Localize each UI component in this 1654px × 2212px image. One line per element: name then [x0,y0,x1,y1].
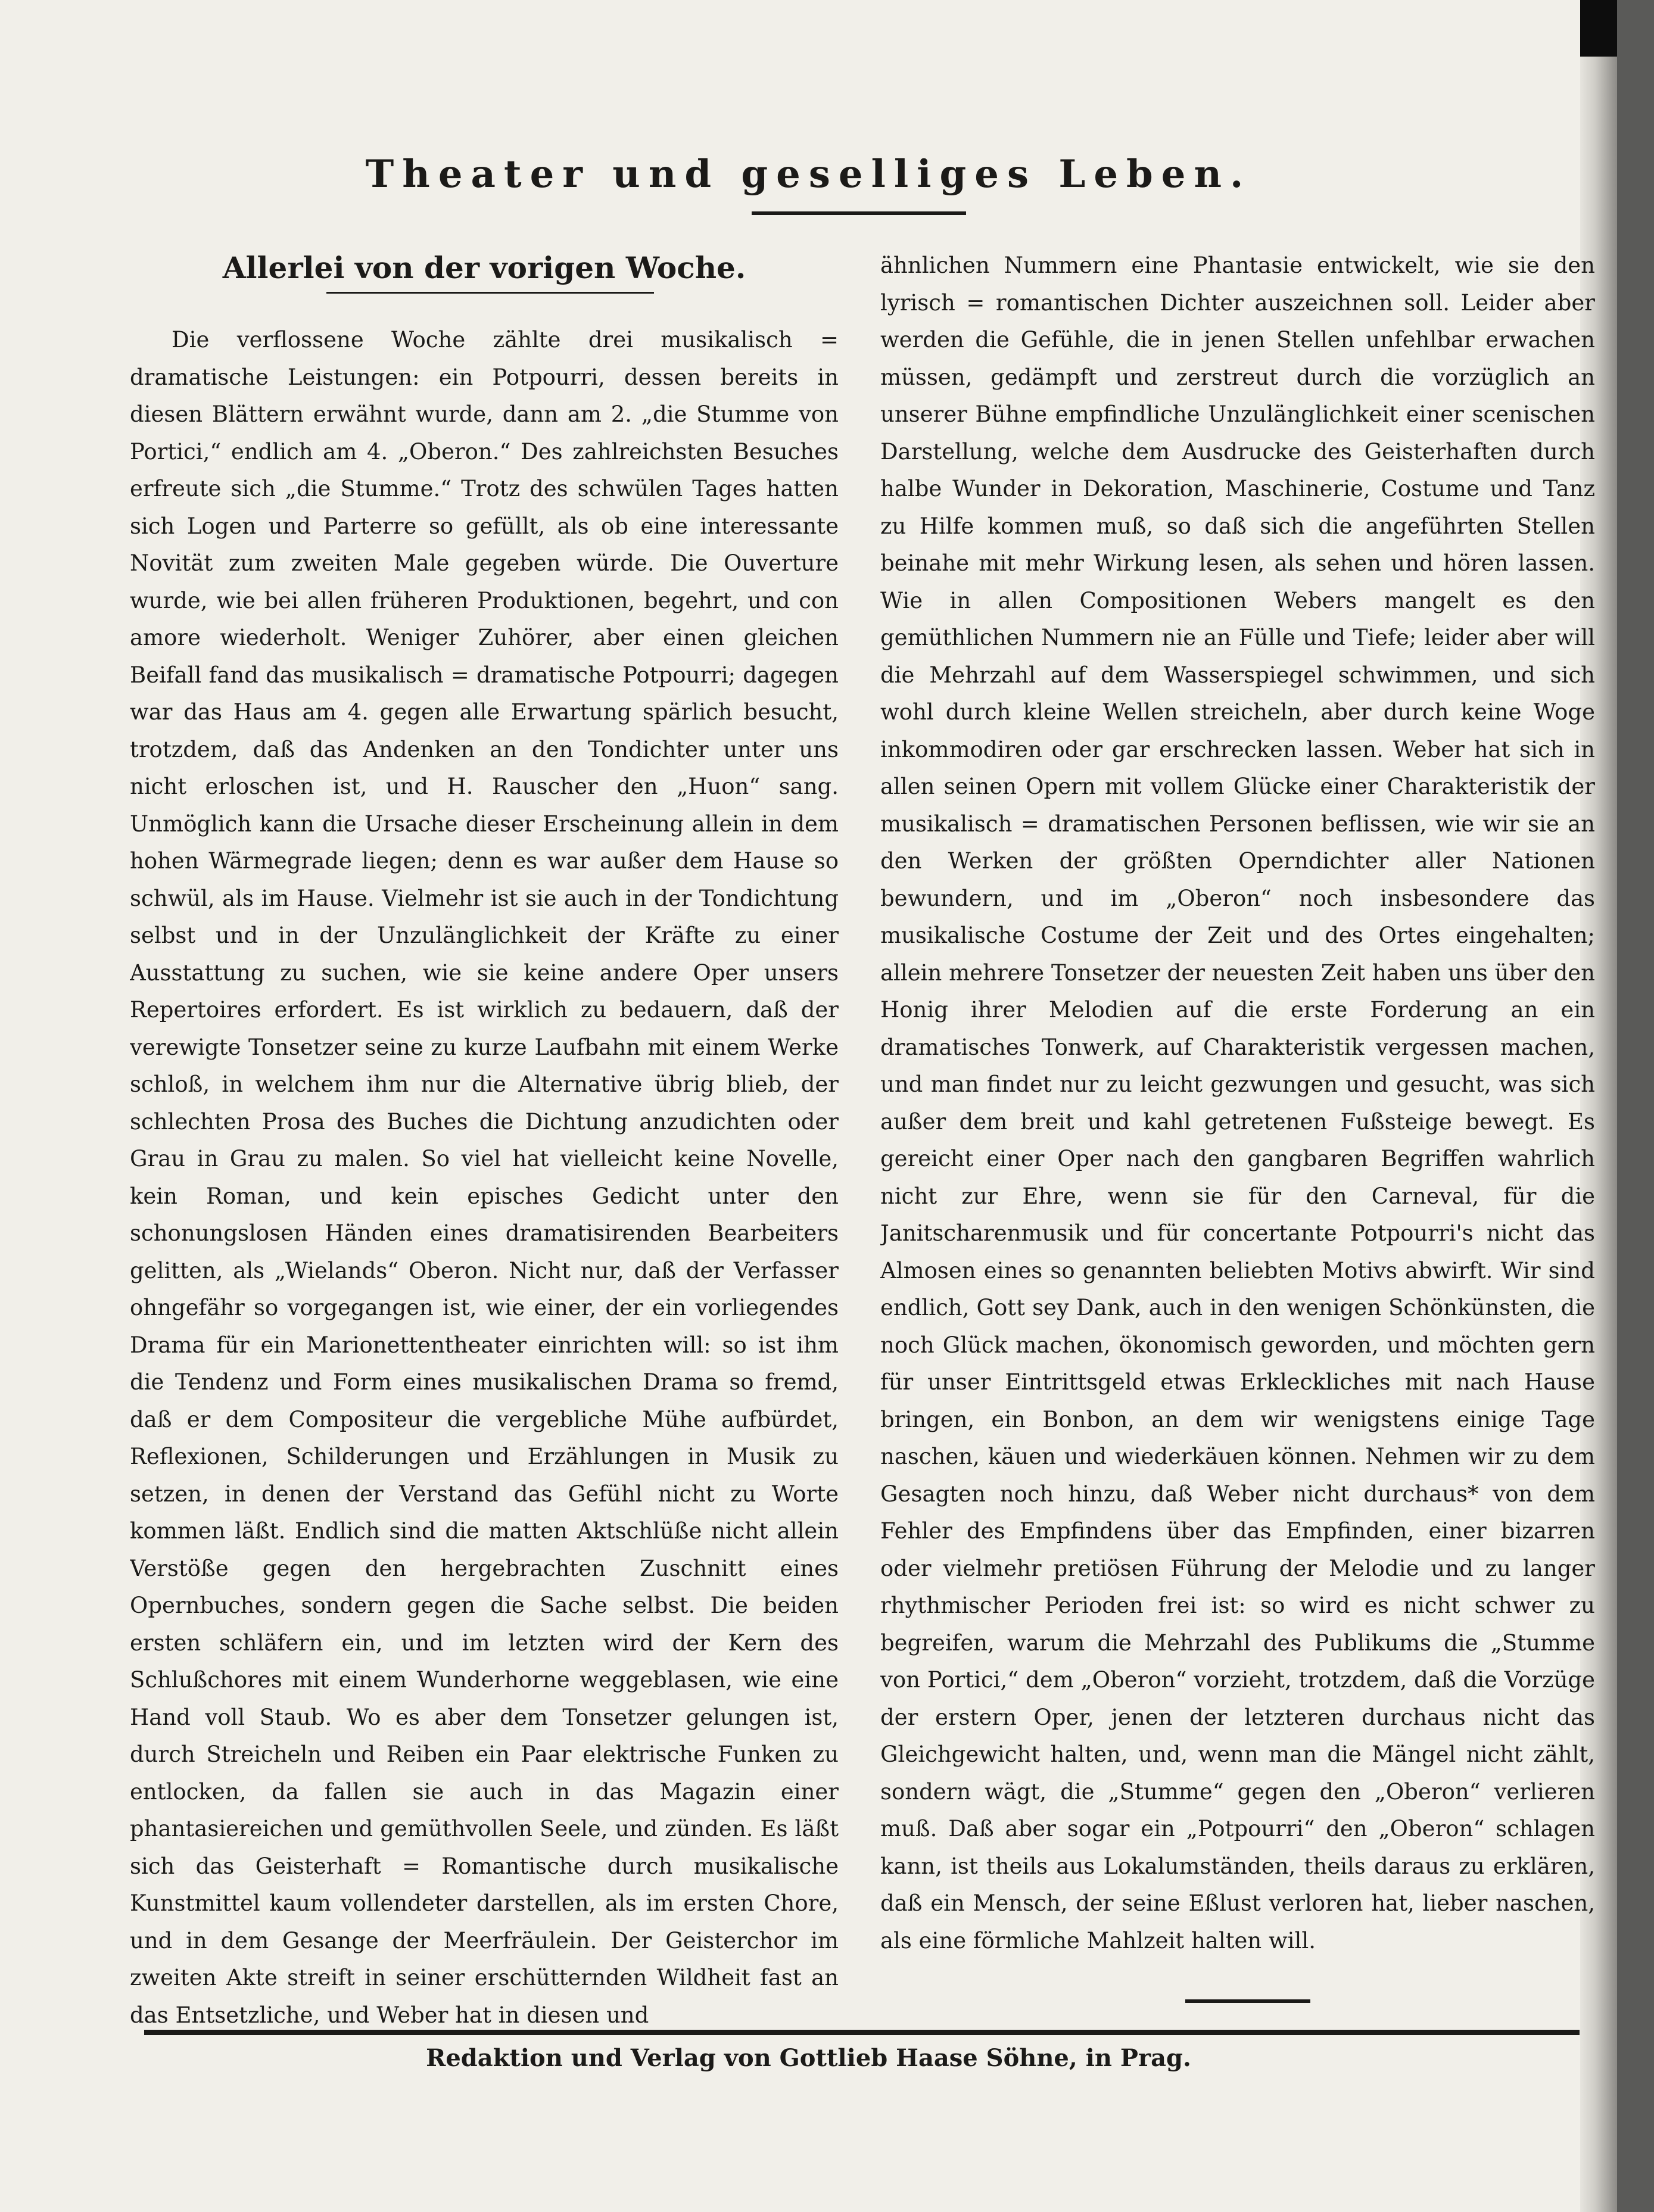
article-title: Allerlei von der vorigen Woche. [222,250,746,285]
left-column [130,322,839,2040]
left-column-text: Die verflossene Woche zählte drei musikalisch = dramatische Leistungen: ein Potpourri, dessen bereits in diesen Blättern erwähnt wurde, dann am 2. „die Stumme von Portici,“ endlich am 4. „Oberon.“ Des zahlreichsten Besuches erfreute sich „die Stumme.“ Trotz des schwülen Tages hatten sich Logen und Parterre so gefüllt, als ob eine interessante Novität zum zweiten Male gegeben würde. Die Ouverture wurde, wie bei allen früheren Produktionen, begehrt, und con amore wiederholt. Weniger Zuhörer, aber einen gleichen Beifall fand das musikalisch = dramatische Potpourri; dagegen war das Haus am 4. gegen alle Erwartung spärlich besucht, trotzdem, daß das Andenken an den Tondichter unter uns nicht erloschen ist, und H. Rauscher den „Huon“ sang. Unmöglich kann die Ursache dieser Erscheinung allein in dem hohen Wärmegrade liegen; denn es war außer dem Hause so schwül, als im Hause. Vielmehr ist sie auch in der Tondichtung selbst und in der Unzulänglichkeit der Kräfte zu einer Ausstattung zu suchen, wie sie keine andere Oper unsers Repertoires erfordert. Es ist wirklich zu bedauern, daß der verewigte Tonsetzer seine zu kurze Laufbahn mit einem Werke schloß, in welchem ihm nur die Alternative übrig blieb, der schlechten Prosa des Buches die Dichtung anzudichten oder Grau in Grau zu malen. So viel hat vielleicht keine Novelle, kein Roman, und kein episches Gedicht unter den schonungslosen Händen eines dramatisirenden Bearbeiters gelitten, als „Wielands“ Oberon. Nicht nur, daß der Verfasser ohngefähr so vorgegangen ist, wie einer, der ein vorliegendes Drama für ein Marionettentheater einrichten will: so ist ihm die Tendenz und Form eines musikalischen Drama so fremd, daß er dem Compositeur die vergebliche Mühe aufbürdet, Reflexionen, Schilderungen und Erzählungen in Musik zu setzen, in denen der Verstand das Gefühl nicht zu Worte kommen läßt. Endlich sind die matten Aktschlüße nicht allein Verstöße gegen den hergebrachten Zuschnitt eines Opernbuches, sondern gegen die Sache selbst. Die beiden ersten schläfern ein, und im letzten wird der Kern des Schlußchores mit einem Wunderhorne weggeblasen, wie eine Hand voll Staub. Wo es aber dem Tonsetzer gelungen ist, durch Streicheln und Reiben ein Paar elektrische Funken zu entlocken, da fallen sie auch in das Magazin einer phantasiereichen und gemüthvollen Seele, und zünden. Es läßt sich das Geisterhaft = Romantische durch musikalische Kunstmittel kaum vollendeter darstellen, als im ersten Chore, und in dem Gesange der Meerfräulein. Der Geisterchor im zweiten Akte streift in seiner erschütternden Wildheit fast an das Entsetzliche, und Weber hat in diesen und [130,327,839,2028]
footer-rule [144,2030,1580,2035]
section-title-rule [752,211,966,215]
publisher-imprint: Redaktion und Verlag von Gottlieb Haase Söhne, in Prag. [426,2044,1191,2072]
right-column-text: ähnlichen Nummern eine Phantasie entwickelt, wie sie den lyrisch = romantischen Dichter auszeichnen soll. Leider aber werden die Gefühle, die in jenen Stellen unfehlbar erwachen müssen, gedämpft und zerstreut durch die vorzüglich an unserer Bühne empfindliche Unzulänglichkeit einer scenischen Darstellung, welche dem Ausdrucke des Geisterhaften durch halbe Wunder in Dekoration, Maschinerie, Costume und Tanz zu Hilfe kommen muß, so daß sich die angeführten Stellen beinahe mit mehr Wirkung lesen, als sehen und hören lassen. Wie in allen Compositionen Webers mangelt es den gemüthlichen Nummern nie an Fülle und Tiefe; leider aber will die Mehrzahl auf dem Wasserspiegel schwimmen, und sich wohl durch kleine Wellen streicheln, aber durch keine Woge inkommodiren oder gar erschrecken lassen. Weber hat sich in allen seinen Opern mit vollem Glücke einer Charakteristik der musikalisch = dramatischen Personen beflissen, wie wir sie an den Werken der größten Operndichter aller Nationen bewundern, und im „Oberon“ noch insbesondere das musikalische Costume der Zeit und des Ortes eingehalten; allein mehrere Tonsetzer der neuesten Zeit haben uns über den Honig ihrer Melodien auf die erste Forderung an ein dramatisches Tonwerk, auf Charakteristik vergessen machen, und man findet nur zu leicht gezwungen und gesucht, was sich außer dem breit und kahl getretenen Fußsteige bewegt. Es gereicht einer Oper nach den gangbaren Begriffen wahrlich nicht zur Ehre, wenn sie für den Carneval, für die Janitscharenmusik und für concertante Potpourri's nicht das Almosen eines so genannten beliebten Motivs abwirft. Wir sind endlich, Gott sey Dank, auch in den wenigen Schönkünsten, die noch Glück machen, ökonomisch geworden, und möchten gern für unser Eintrittsgeld etwas Erkleckliches mit nach Hause bringen, ein Bonbon, an dem wir wenigstens einige Tage naschen, käuen und wiederkäuen können. Nehmen wir zu dem Gesagten noch hinzu, daß Weber nicht durchaus* von dem Fehler des Empfindens über das Empfinden, einer bizarren oder vielmehr pretiösen Führung der Melodie und zu langer rhythmischer Perioden frei ist: so wird es nicht schwer zu begreifen, warum die Mehrzahl des Publikums die „Stumme von Portici,“ dem „Oberon“ vorzieht, trotzdem, daß die Vorzüge der erstern Oper, jenen der letzteren durchaus nicht das Gleichgewicht halten, und, wenn man die Mängel nicht zählt, sondern wägt, die „Stumme“ gegen den „Oberon“ verlieren muß. Daß aber sogar ein „Potpourri“ den „Oberon“ schlagen kann, ist theils aus Lokalumständen, theils daraus zu erklären, daß ein Mensch, der seine Eßlust verloren hat, lieber naschen, als eine förmliche Mahlzeit halten will. [880,253,1595,1954]
scan-corner [1580,0,1617,57]
section-title: Theater und geselliges Leben. [365,152,1252,197]
article-end-rule [1185,1999,1310,2003]
right-column [880,247,1595,1998]
article-title-underline [326,292,654,294]
